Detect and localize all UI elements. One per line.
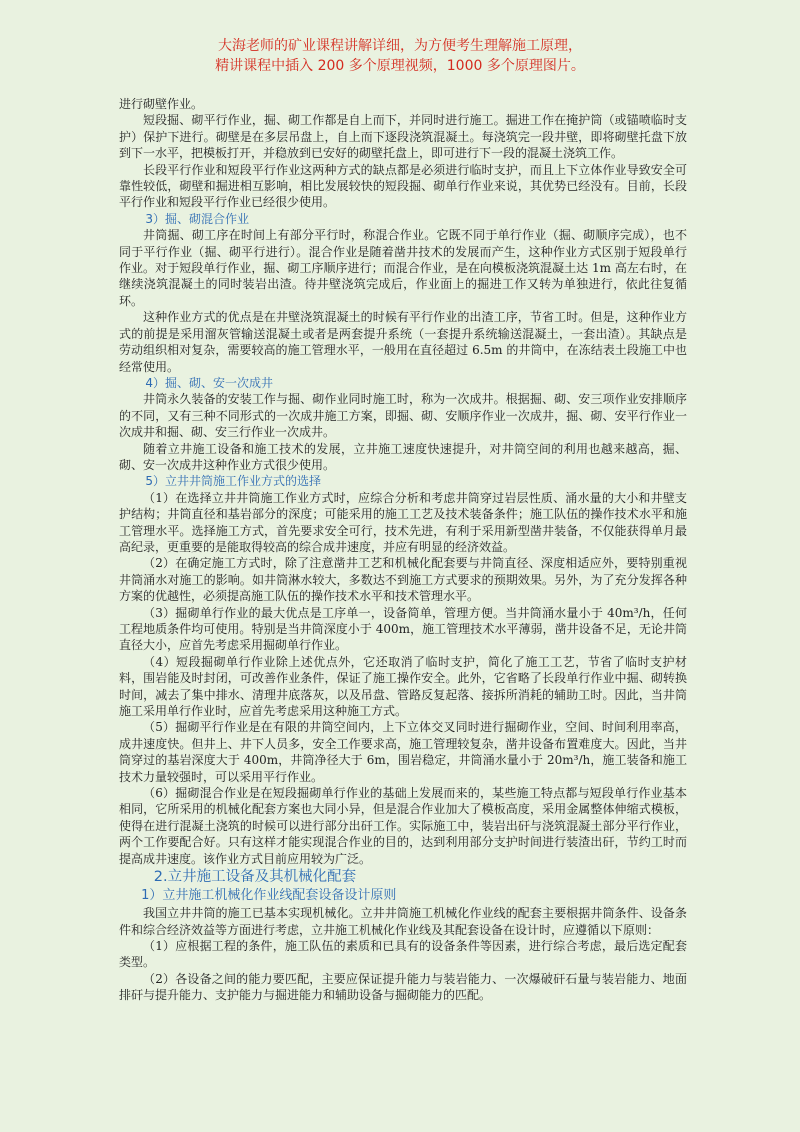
section-heading: 4）掘、砌、安一次成井 xyxy=(145,375,274,390)
paragraph: 井筒永久装备的安装工作与掘、砌作业同时施工时，称为一次成井。根据掘、砌、安三项作业安排顺序的不同，又有三种不同形式的一次成井施工方案，即掘、砌、安顺序作业一次成井，掘、砌、安平行作业一次成井和掘、砌、安三行作业一次成井。 xyxy=(119,392,687,440)
chapter-heading: 2.立井施工设备及其机械化配套 xyxy=(153,869,357,886)
paragraph: （3）掘砌单行作业的最大优点是工序单一，设备简单，管理方便。当井筒涌水量小于 40m³/h，任何工程地质条件均可使用。特别是当井筒深度小于 400m，施工管理技术水平薄弱，凿井设备不足，无论井筒直径大小，应首先考虑采用掘砌单行作业。 xyxy=(119,605,687,653)
paragraph: 我国立井井筒的施工已基本实现机械化。立井井筒施工机械化作业线的配套主要根据井筒条件、设备条件和综合经济效益等方面进行考虑，立井施工机械化作业线及其配套设备在设计时，应遵循以下原则： xyxy=(119,906,687,937)
paragraph: （2）在确定施工方式时，除了注意凿井工艺和机械化配套要与井筒直径、深度相适应外，要特别重视井筒涌水对施工的影响。如井筒淋水较大，多数达不到施工方式要求的预期效果。另外，为了充分发挥各种方案的优越性，必须提高施工队伍的操作技术水平和技术管理水平。 xyxy=(119,556,687,604)
paragraph: 进行砌壁作业。 xyxy=(119,97,204,111)
paragraph: （4）短段掘砌单行作业除上述优点外，它还取消了临时支护，简化了施工工艺，节省了临时支护材料，围岩能及时封闭，可改善作业条件，保证了施工操作安全。此外，它省略了长段单行作业中掘、砌转换时间，减去了集中排水、清理井底落灰，以及吊盘、管路反复起落、接拆所消耗的辅助工时。因此，当井筒施工采用单行作业时，应首先考虑采用这种施工方式。 xyxy=(119,654,687,719)
paragraph: 这种作业方式的优点是在井壁浇筑混凝土的时候有平行作业的出渣工序，节省工时。但是，这种作业方式的前提是采用溜灰管输送混凝土或者是两套提升系统（一套提升系统输送混凝土，一套出渣）。其缺点是劳动组织相对复杂，需要较高的施工管理水平，一般用在直径超过 6.5m 的井筒中，在冻结表土段施工中也经常使用。 xyxy=(119,310,687,374)
paragraph: （2）各设备之间的能力要匹配，主要应保证提升能力与装岩能力、一次爆破矸石量与装岩能力、地面排矸与提升能力、支护能力与掘进能力和辅助设备与掘砌能力的匹配。 xyxy=(119,971,687,1003)
paragraph: 短段掘、砌平行作业，掘、砌工作都是自上而下，并同时进行施工。掘进工作在掩护筒（或锚喷临时支护）保护下进行。砌壁是在多层吊盘上，自上而下逐段浇筑混凝土。每浇筑完一段井壁，即将砌壁托盘下放到下一水平，把模板打开，并稳放到已安好的砌壁托盘上，即可进行下一段的混凝土浇筑工作。 xyxy=(119,113,687,161)
banner-line-1: 大海老师的矿业课程讲解详细，为方便考生理解施工原理， xyxy=(218,38,582,54)
paragraph: （1）在选择立井井筒施工作业方式时，应综合分析和考虑井筒穿过岩层性质、涌水量的大小和井壁支护结构；井筒直径和基岩部分的深度；可能采用的施工工艺及技术装备条件；施工队伍的操作技术水平和施工管理水平。选择施工方式，首先要求安全可行，技术先进，有利于采用新型凿井装备，不仅能获得单月最高纪录，更重要的是能取得较高的综合成井速度，并应有明显的经济效益。 xyxy=(119,490,687,554)
subsection-heading: 1）立井施工机械化作业线配套设备设计原则 xyxy=(141,888,397,904)
section-heading: 5）立井井筒施工作业方式的选择 xyxy=(145,474,322,489)
paragraph: （5）掘砌平行作业是在有限的井筒空间内，上下立体交叉同时进行掘砌作业，空间、时间利用率高，成井速度快。但井上、井下人员多，安全工作要求高，施工管理较复杂，凿井设备布置难度大。因此，当井筒穿过的基岩深度大于 400m，井筒净径大于 6m，围岩稳定，井筒涌水量小于 20m³/h，施工装备和施工技术力量较强时，可以采用平行作业。 xyxy=(119,720,687,784)
paragraph: （1）应根据工程的条件，施工队伍的素质和已具有的设备条件等因素，进行综合考虑，最后选定配套类型。 xyxy=(119,938,687,970)
paragraph: （6）掘砌混合作业是在短段掘砌单行作业的基础上发展而来的，某些施工特点都与短段单行作业基本相同，它所采用的机械化配套方案也大同小异，但是混合作业加大了模板高度，采用金属整体伸缩式模板，使得在进行混凝土浇筑的时候可以进行部分出矸工作。实际施工中，装岩出矸与浇筑混凝土部分平行作业，两个工作要配合好。只有这样才能实现混合作业的目的，达到利用部分支护时间进行装渣出矸，节约工时而提高成井速度。该作业方式目前应用较为广泛。 xyxy=(119,786,687,866)
paragraph: 长段平行作业和短段平行作业这两种方式的缺点都是必须进行临时支护，而且上下立体作业导致安全可靠性较低，砌壁和掘进相互影响，相比发展较快的短段掘、砌单行作业来说，其优势已经没有。目前，长段平行作业和短段平行作业已经很少使用。 xyxy=(119,162,687,210)
banner-line-2: 精讲课程中插入 200 多个原理视频，1000 多个原理图片。 xyxy=(215,58,585,74)
paragraph: 随着立井施工设备和施工技术的发展，立井施工速度快速提升，对井筒空间的利用也越来越高，掘、砌、安一次成井这种作业方式很少使用。 xyxy=(119,441,687,472)
document-body xyxy=(119,96,687,1004)
promo-banner xyxy=(0,36,800,76)
paragraph: 井筒掘、砌工序在时间上有部分平行时，称混合作业。它既不同于单行作业（掘、砌顺序完成），也不同于平行作业（掘、砌平行进行）。混合作业是随着凿井技术的发展而产生，这种作业方式区别于短段单行作业。对于短段单行作业，掘、砌工序顺序进行；而混合作业，是在向模板浇筑混凝土达 1m 高左右时，在继续浇筑混凝土的同时装岩出渣。待井壁浇筑完成后，作业面上的掘进工作又转为单独进行，依此往复循环。 xyxy=(119,228,687,308)
section-heading: 3）掘、砌混合作业 xyxy=(145,211,250,226)
